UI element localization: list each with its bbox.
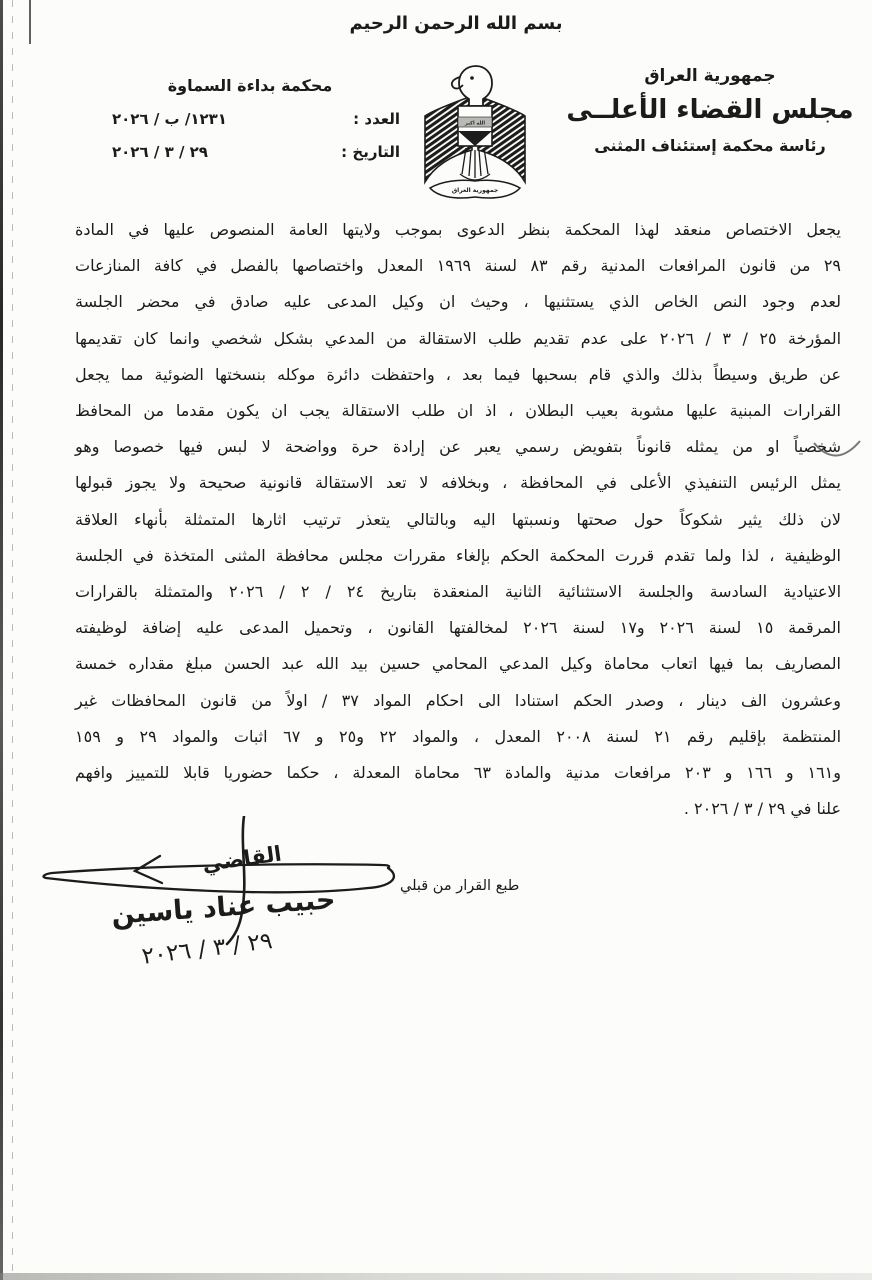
date-value: ٢٩ / ٣ / ٢٠٢٦ <box>112 143 208 161</box>
body-line: يمثل الرئيس التنفيذي الأعلى في المحافظة ، وبخلافه لا تعد الاستقالة قانونية صحيحة ولا يجوز قبولها <box>75 473 841 493</box>
body-line: المنتظمة بإقليم رقم ٢١ لسنة ٢٠٠٨ المعدل ، والمواد ٢٢ و٢٥ و ٦٧ اثبات والمواد ٢٩ و ١٥٩ <box>75 726 842 746</box>
appeal-court-name: رئاسة محكمة إستئناف المثنى <box>594 136 826 155</box>
council-name: مجلس القضاء الأعلــى <box>566 95 854 125</box>
body-line: المصاريف بما فيها اتعاب محاماة وكيل المدعي المحامي حسين بيد الله عبد الحسن مبلغ مقداره خمسة <box>75 654 841 674</box>
body-line: لان ذلك يثير شكوكاً حول صحتها ونسبتها اليه وبالتالي يتعذر ترتيب اثارها المتمثلة بأنهاء العلاقة <box>75 509 841 529</box>
body-line: ٢٩ من قانون المرافعات المدنية رقم ٨٣ لسنة ١٩٦٩ المعدل واختصاصها بالفصل في كافة المنازعات <box>75 256 842 276</box>
judge-signature-icon <box>38 816 400 984</box>
scan-edge-dash <box>29 0 31 44</box>
body-line: الاعتيادية السادسة والجلسة الاستثنائية الثانية المنعقدة بتاريخ ٢٤ / ٢ / ٢٠٢٦ والمتمثلة بالقرارات <box>75 582 842 602</box>
country-name: جمهورية العراق <box>644 66 776 86</box>
print-note: طبع القرار من قبلي <box>400 878 520 894</box>
body-line: يجعل الاختصاص منعقد لهذا المحكمة بنظر الدعوى بموجب ولايتها العامة المنصوص عليها في المادة <box>75 220 841 239</box>
iraq-emblem <box>412 63 538 209</box>
body-line: الوظيفية ، لذا ولما تقدم قررت المحكمة الحكم بإلغاء مقررات مجلس محافظة المثنى المتخذة في الجلسة <box>75 545 841 565</box>
iraq-coat-of-arms-icon <box>412 63 538 209</box>
margin-check-mark-icon <box>810 437 865 469</box>
court-ruling-text <box>75 212 841 827</box>
court-name: محكمة بداءة السماوة <box>167 76 333 95</box>
date-label: التاريخ : <box>341 143 400 161</box>
eagle-eye-icon <box>470 76 474 80</box>
emblem-banner-text: جمهورية العراق <box>451 187 499 194</box>
judge-signature <box>38 816 400 984</box>
body-line: وعشرون الف دينار ، وصدر الحكم استنادا الى احكام المواد ٣٧ / اولاً من قانون المحافظات غير <box>75 690 842 710</box>
body-line: المرقمة ١٥ لسنة ٢٠٢٦ و١٧ لسنة ٢٠٢٦ لمخالفتها القانون ، وتحميل المدعى عليه إضافة لوظيفته <box>75 618 841 638</box>
body-line: عن طريق وسيطاً بذلك والذي قام بسحبها فيما بعد ، واحتفظت دائرة موكله بنسختها الضوئية مما يجعل <box>75 364 841 384</box>
case-number-label: العدد : <box>353 110 400 128</box>
issuer-block <box>564 66 856 155</box>
emblem-motto: الله اكبر <box>464 120 486 127</box>
body-line: القرارات المبنية عليها مشوبة بعيب البطلان ، اذ ان طلب الاستقالة يجب ان يكون مقدما من المحافظ <box>75 401 841 421</box>
scan-edge-dotted-line <box>12 0 13 1280</box>
signature-vertical-stroke <box>227 816 244 944</box>
body-line: علنا في ٢٩ / ٣ / ٢٠٢٦ . <box>683 799 841 819</box>
flag-shield-icon <box>458 106 492 146</box>
body-line: المؤرخة ٢٥ / ٣ / ٢٠٢٦ على عدم تقديم طلب الاستقالة من المدعي بشكل شخصي وانما كان تقديمها <box>75 328 842 348</box>
date-row <box>100 143 400 161</box>
scan-bottom-shadow <box>0 1273 872 1280</box>
scan-edge-line-left <box>0 0 3 1280</box>
body-line: شخصياً او من يمثله قانوناً بتفويض رسمي يعبر عن إرادة حرة وواضحة لا لبس فيها خصوصا وهو <box>75 437 841 457</box>
judge-title-text: القاضي <box>200 841 283 877</box>
emblem-banner <box>430 180 520 198</box>
body-line: لعدم وجود النص الخاص الذي يستثنيها ، وحيث ان وكيل المدعى عليه صادق في محضر الجلسة <box>75 292 841 312</box>
bismillah-text: بسم الله الرحمن الرحيم <box>349 13 563 34</box>
judge-name-text: حبيب عناد ياسين <box>110 884 337 931</box>
case-number-value: ١٢٣١/ ب / ٢٠٢٦ <box>112 110 227 128</box>
court-header-block <box>100 76 400 161</box>
signature-chevron-stroke <box>135 856 162 883</box>
signature-date-text: ٢٩ / ٣ / ٢٠٢٦ <box>140 928 274 970</box>
body-line: و١٦١ و ١٦٦ و ٢٠٣ مرافعات مدنية والمادة ٦٣ محاماة المعدلة ، حكما حضوريا قابلا للتمييز وافهم <box>75 763 841 783</box>
case-number-row <box>100 110 400 128</box>
